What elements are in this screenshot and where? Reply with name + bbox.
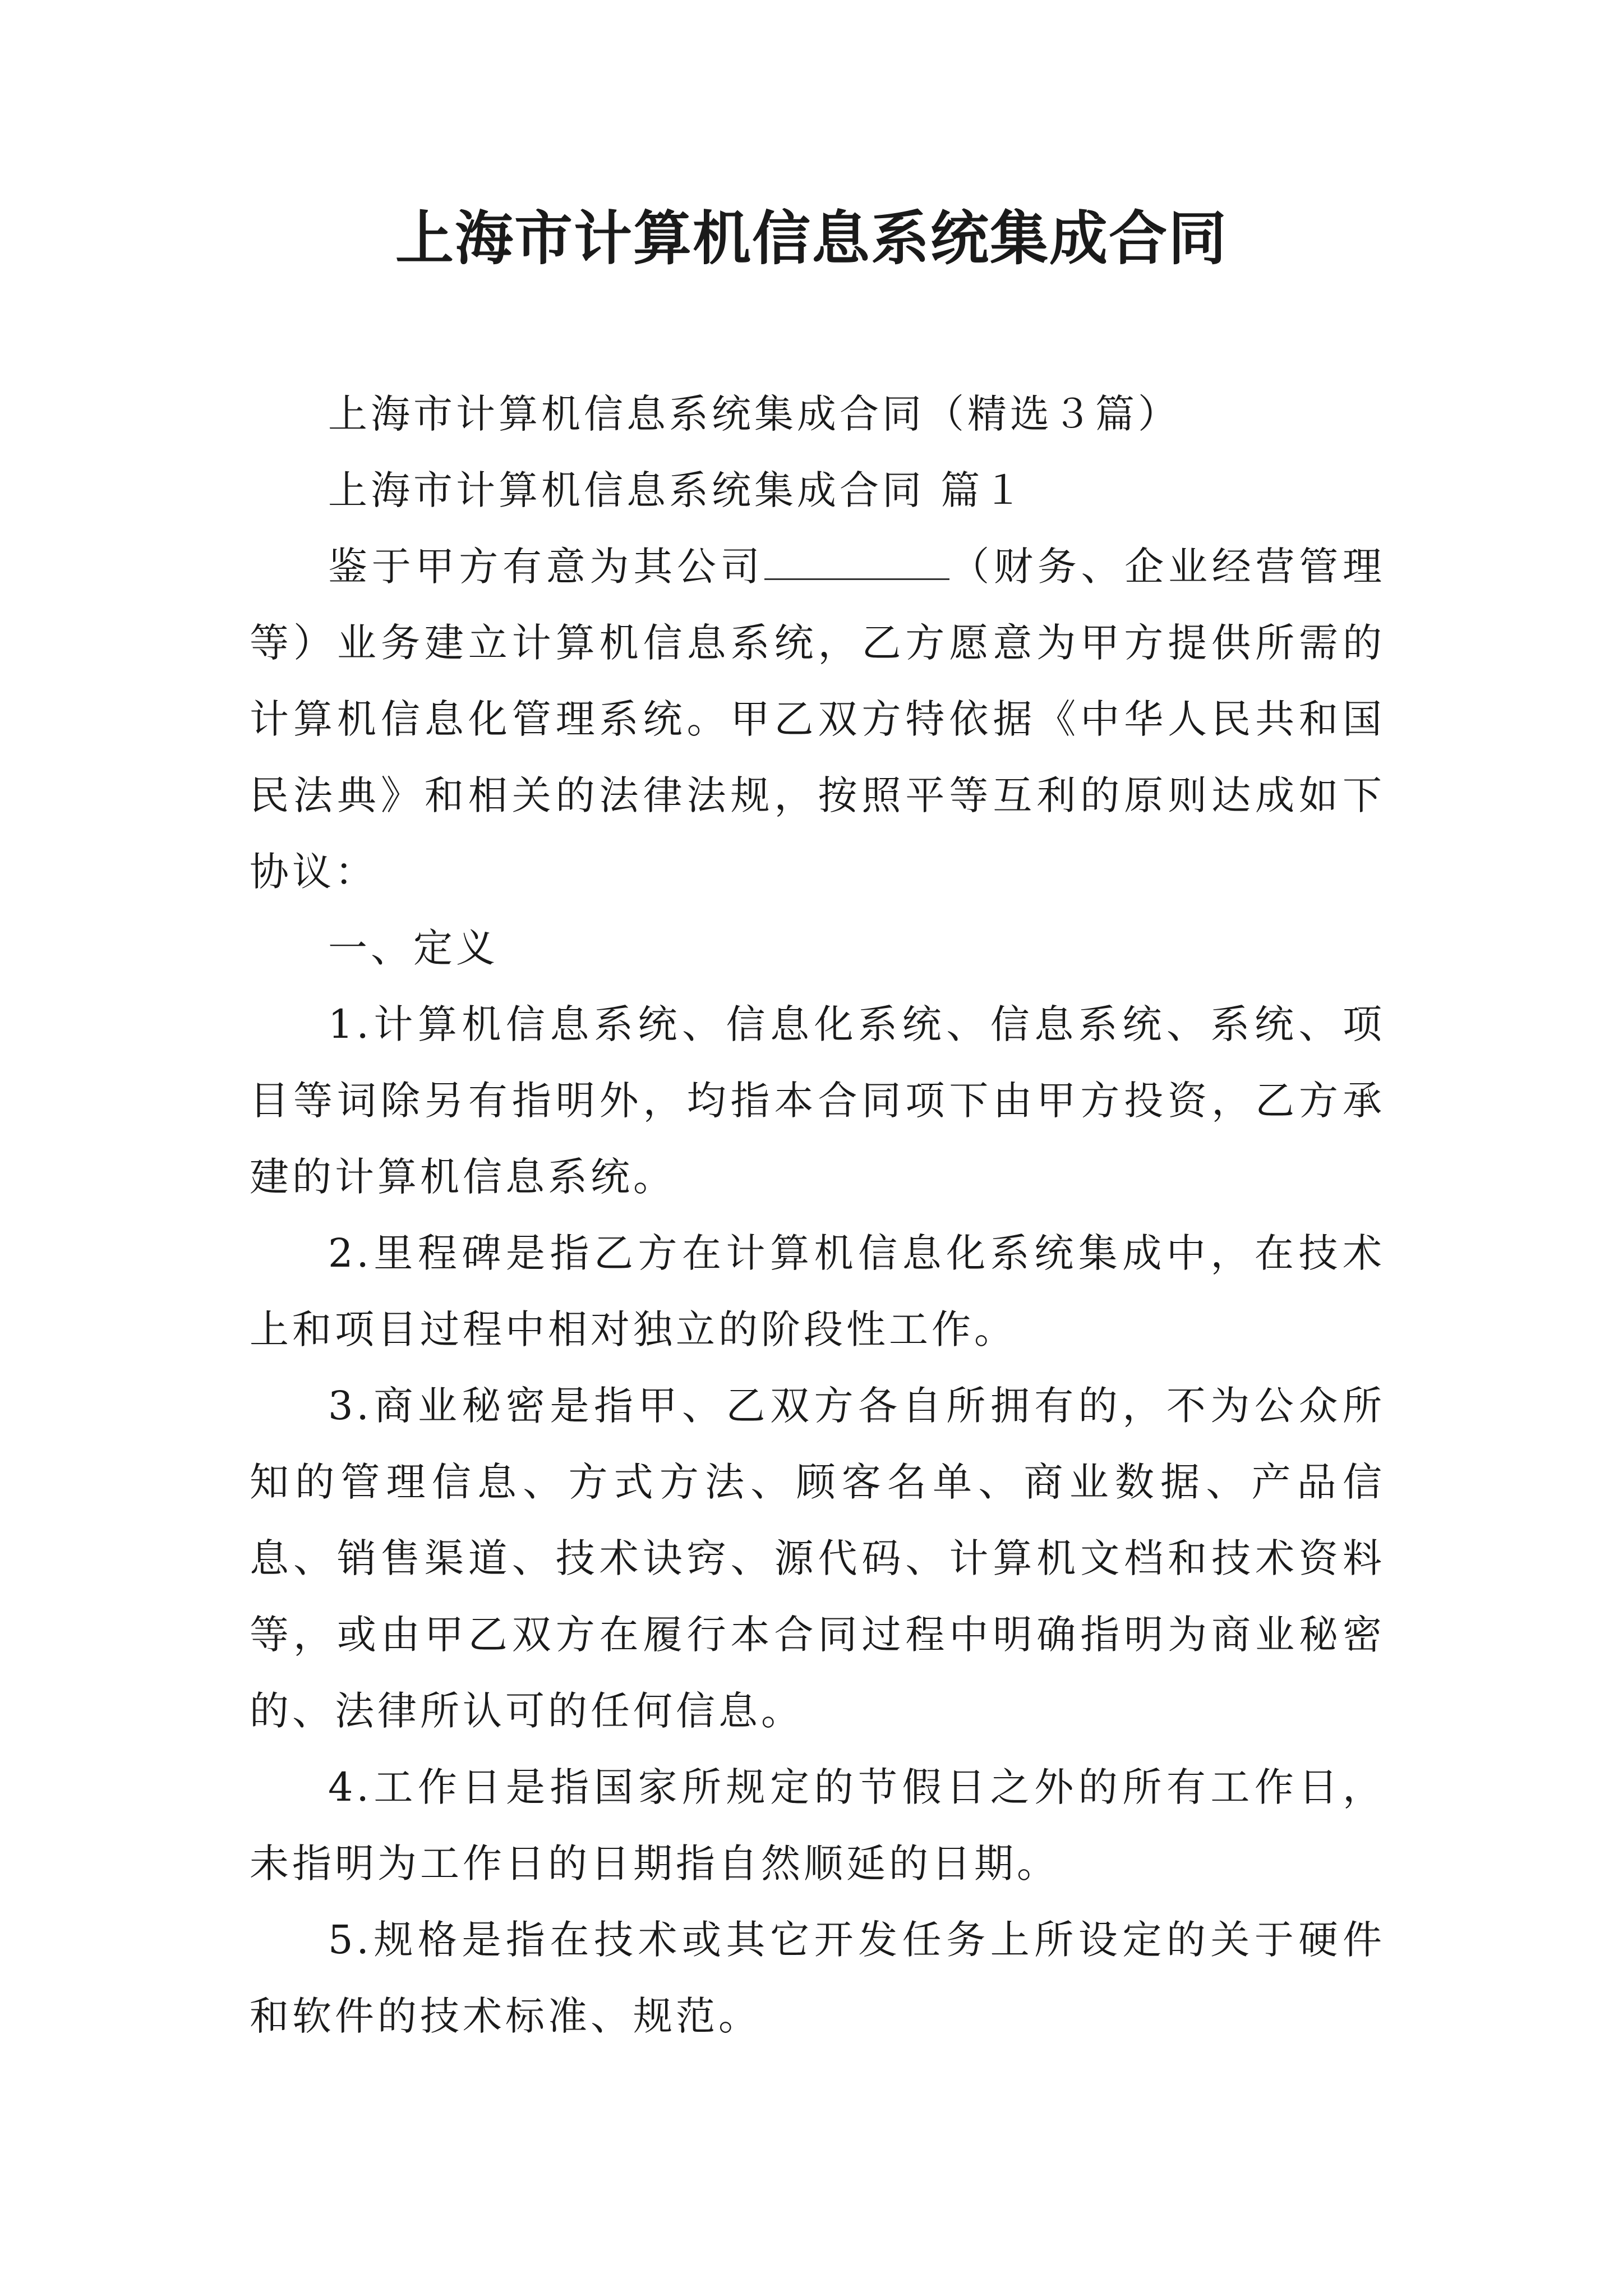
definition-item-3: 3.商业秘密是指甲、乙双方各自所拥有的，不为公众所知的管理信息、方式方法、顾客名单、商业数据、产品信息、销售渠道、技术诀窍、源代码、计算机文档和技术资料等，或由甲乙双方在履行本合同过程中明确指明为商业秘密的、法律所认可的任何信息。 [250,1383,1385,1734]
document-body [250,376,1385,2054]
section-heading: 一、定义 [328,925,499,971]
intro-text-before-blank: 鉴于甲方有意为其公司 [328,544,764,590]
document-subtitle: 上海市计算机信息系统集成合同（精选３篇） [328,391,1181,437]
definition-item-4: 4.工作日是指国家所规定的节假日之外的所有工作日，未指明为工作日的日期指自然顺延的日期。 [250,1764,1385,1887]
intro-paragraph [250,528,1385,910]
definition-item-5: 5.规格是指在技术或其它开发任务上所设定的关于硬件和软件的技术标准、规范。 [250,1917,1385,2039]
definition-item-2: 2.里程碑是指乙方在计算机信息化系统集成中，在技术上和项目过程中相对独立的阶段性工作。 [250,1230,1385,1352]
definition-item-1: 1.计算机信息系统、信息化系统、信息系统、系统、项目等词除另有指明外，均指本合同项下由甲方投资，乙方承建的计算机信息系统。 [250,1001,1385,1200]
company-name-blank [764,545,949,580]
document-title: 上海市计算机信息系统集成合同 [395,204,1228,273]
intro-text-after-blank: （财务、企业经营管理等）业务建立计算机信息系统，乙方愿意为甲方提供所需的计算机信息化管理系统。甲乙双方特依据《中华人民共和国民法典》和相关的法律法规，按照平等互利的原则达成如下协议： [250,544,1385,895]
part-heading: 上海市计算机信息系统集成合同 篇１ [328,467,1026,513]
